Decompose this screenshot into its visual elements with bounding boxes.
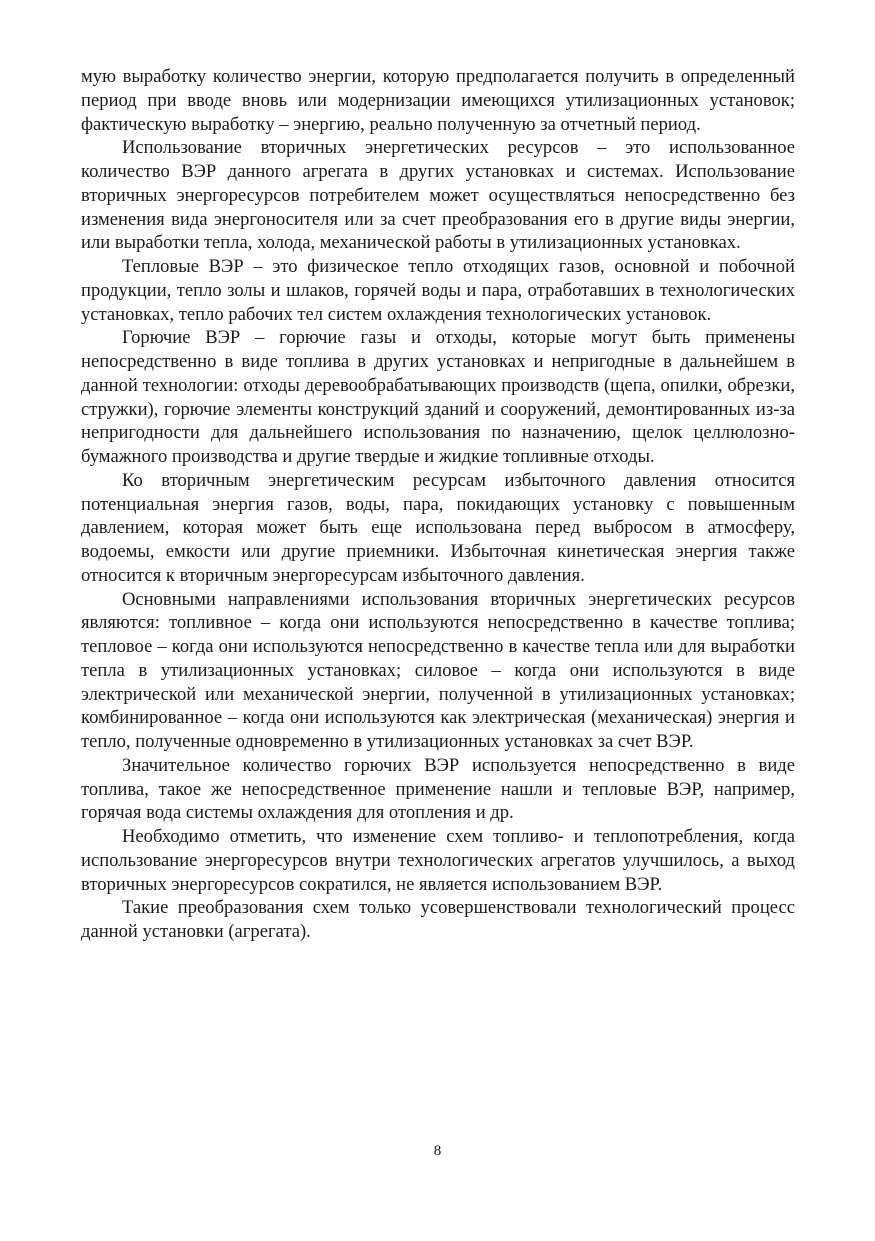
paragraph-combustible-ver: Горючие ВЭР – горючие газы и отходы, которые могут быть применены непосредственно в виде топлива в других установках и непригодные в дальнейшем в данной технологии: отходы деревообрабатывающих производств (щепа, опилки, обрезки, стружки), горючие элементы конструкций зданий и сооружений, демонтированных из-за непригодности для дальнейшего использования по назначению, щелок целлюлозно-бумажного производства и другие твердые и жидкие топливные отходы. <box>81 327 795 467</box>
paragraph-continued: мую выработку количество энергии, которую предполагается получить в определенный период при вводе вновь или модернизации имеющихся утилизационных установок; фактическую выработку – энергию, реально полученную за отчетный период. <box>81 66 795 135</box>
paragraph-transformations: Такие преобразования схем только усовершенствовали технологический процесс данной установки (агрегата). <box>81 897 795 942</box>
paragraph-main-directions: Основными направлениями использования вторичных энергетических ресурсов являются: топливное – когда они используются непосредственно в качестве топлива; тепловое – когда они используются непосредственно в качестве тепла или для выработки тепла в утилизационных установках; силовое – когда они используются в виде электрической или механической энергии, полученной в утилизационных установках; комбинированное – когда они используются как электрическая (механическая) энергия и тепло, полученные одновременно в утилизационных установках за счет ВЭР. <box>81 588 795 752</box>
paragraph-significant-amount: Значительное количество горючих ВЭР используется непосредственно в виде топлива, такое же непосредственное применение нашли и тепловые ВЭР, например, горячая вода системы охлаждения для отопления и др. <box>81 754 795 824</box>
paragraph-note: Необходимо отметить, что изменение схем топливо- и теплопотребления, когда использование энергоресурсов внутри технологических агрегатов улучшилось, а выход вторичных энергоресурсов сократился, не является использованием ВЭР. <box>81 826 795 895</box>
paragraph-thermal-ver: Тепловые ВЭР – это физическое тепло отходящих газов, основной и побочной продукции, тепло золы и шлаков, горячей воды и пара, отработавших в технологических установках, тепло рабочих тел систем охлаждения технологических установок. <box>81 256 795 325</box>
paragraph-use-of-ver: Использование вторичных энергетических ресурсов – это использованное количество ВЭР данного агрегата в других установках и системах. Использование вторичных энергоресурсов потребителем может осуществляться непосредственно без изменения вида энергоносителя или за счет преобразования его в другие виды энергии, или выработки тепла, холода, механической работы в утилизационных установках. <box>81 137 795 254</box>
page-number: 8 <box>433 1143 442 1159</box>
paragraph-excess-pressure-ver: Ко вторичным энергетическим ресурсам избыточного давления относится потенциальная энергия газов, воды, пара, покидающих установку с повышенным давлением, которая может быть еще использована перед выбросом в атмосферу, водоемы, емкости или другие приемники. Избыточная кинетическая энергия также относится к вторичным энергоресурсам избыточного давления. <box>81 469 795 586</box>
main-text <box>81 65 795 944</box>
